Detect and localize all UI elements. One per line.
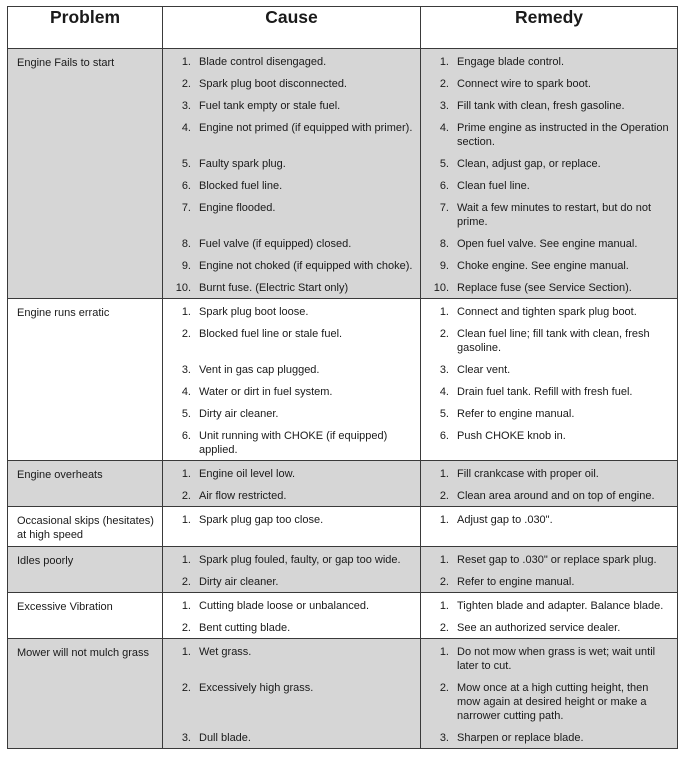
remedy-item <box>427 281 671 295</box>
remedy-text: Wait a few minutes to restart, but do not prime. <box>457 202 652 228</box>
remedy-text: Adjust gap to .030". <box>457 514 553 526</box>
remedy-item <box>427 599 671 613</box>
remedy-text: Replace fuse (see Service Section). <box>457 282 632 294</box>
remedy-text: Drain fuel tank. Refill with fresh fuel. <box>457 386 633 398</box>
cause-item <box>169 179 414 193</box>
item-number: 2. <box>439 576 449 588</box>
item-number: 1. <box>181 514 191 526</box>
cause-item <box>169 327 414 355</box>
item-number: 3. <box>181 100 191 112</box>
item-number: 3. <box>181 732 191 744</box>
cause-text: Bent cutting blade. <box>199 622 291 634</box>
remedy-item <box>427 553 671 567</box>
item-number: 1. <box>181 646 191 658</box>
remedy-item <box>427 237 671 251</box>
remedy-text: Clean area around and on top of engine. <box>457 490 655 502</box>
remedy-item <box>427 489 671 503</box>
remedy-item <box>427 327 671 355</box>
remedy-text: Prime engine as instructed in the Operation section. <box>457 122 669 148</box>
item-number: 7. <box>181 202 191 214</box>
item-number: 1. <box>181 468 191 480</box>
remedy-item <box>427 681 671 723</box>
remedy-text: Open fuel valve. See engine manual. <box>457 238 638 250</box>
cause-item <box>169 55 414 69</box>
remedy-item <box>427 385 671 399</box>
remedy-text: Mow once at a high cutting height, then mow again at desired height or make a narrower cutting path. <box>457 682 649 722</box>
item-number: 2. <box>439 328 449 340</box>
cause-item <box>169 99 414 113</box>
item-number: 1. <box>439 554 449 566</box>
cause-item <box>169 553 414 567</box>
item-number: 4. <box>439 122 449 134</box>
cause-text: Air flow restricted. <box>199 490 287 502</box>
table-row <box>8 593 678 639</box>
remedy-item <box>427 55 671 69</box>
remedy-item <box>427 467 671 481</box>
cause-text: Burnt fuse. (Electric Start only) <box>199 282 349 294</box>
problem-cell: Occasional skips (hesitates) at high speed <box>8 507 163 547</box>
troubleshooting-table <box>7 6 678 749</box>
item-number: 6. <box>181 180 191 192</box>
cause-text: Dirty air cleaner. <box>199 576 279 588</box>
remedy-item <box>427 201 671 229</box>
remedy-text: Push CHOKE knob in. <box>457 430 566 442</box>
item-number: 2. <box>439 682 449 694</box>
cause-text: Fuel valve (if equipped) closed. <box>199 238 352 250</box>
cause-cell <box>163 49 421 299</box>
remedy-item <box>427 575 671 589</box>
item-number: 3. <box>439 732 449 744</box>
table-row <box>8 547 678 593</box>
item-number: 1. <box>181 600 191 612</box>
cause-item <box>169 407 414 421</box>
item-number: 8. <box>181 238 191 250</box>
item-number: 1. <box>181 56 191 68</box>
cause-text: Engine not choked (if equipped with choke). <box>199 260 413 272</box>
cause-text: Spark plug fouled, faulty, or gap too wide. <box>199 554 401 566</box>
item-number: 6. <box>181 430 191 442</box>
remedy-text: Clean, adjust gap, or replace. <box>457 158 601 170</box>
cause-item <box>169 281 414 295</box>
item-number: 1. <box>181 306 191 318</box>
remedy-text: See an authorized service dealer. <box>457 622 621 634</box>
remedy-cell <box>421 639 678 749</box>
cause-item <box>169 305 414 319</box>
remedy-item <box>427 77 671 91</box>
cause-item <box>169 681 414 723</box>
remedy-cell <box>421 299 678 461</box>
item-number: 8. <box>439 238 449 250</box>
item-number: 10. <box>433 282 449 294</box>
remedy-text: Connect wire to spark boot. <box>457 78 591 90</box>
remedy-item <box>427 513 671 527</box>
remedy-item <box>427 157 671 171</box>
remedy-item <box>427 259 671 273</box>
cause-cell <box>163 299 421 461</box>
remedy-text: Clean fuel line; fill tank with clean, fresh gasoline. <box>457 328 650 354</box>
problem-cell: Mower will not mulch grass <box>8 639 163 749</box>
cause-item <box>169 121 414 149</box>
item-number: 9. <box>439 260 449 272</box>
cause-text: Dull blade. <box>199 732 251 744</box>
item-number: 2. <box>181 490 191 502</box>
item-number: 2. <box>181 328 191 340</box>
item-number: 3. <box>181 364 191 376</box>
item-number: 2. <box>439 78 449 90</box>
item-number: 4. <box>181 122 191 134</box>
table-row <box>8 461 678 507</box>
remedy-text: Sharpen or replace blade. <box>457 732 584 744</box>
cause-text: Engine oil level low. <box>199 468 296 480</box>
table-row <box>8 639 678 749</box>
cause-text: Spark plug boot loose. <box>199 306 309 318</box>
cause-text: Fuel tank empty or stale fuel. <box>199 100 341 112</box>
remedy-item <box>427 429 671 457</box>
remedy-text: Refer to engine manual. <box>457 408 575 420</box>
cause-text: Excessively high grass. <box>199 682 314 694</box>
cause-item <box>169 513 414 527</box>
item-number: 2. <box>181 78 191 90</box>
item-number: 4. <box>439 386 449 398</box>
item-number: 2. <box>181 622 191 634</box>
item-number: 1. <box>439 514 449 526</box>
item-number: 1. <box>439 306 449 318</box>
cause-text: Engine not primed (if equipped with primer). <box>199 122 413 134</box>
item-number: 5. <box>181 408 191 420</box>
item-number: 2. <box>439 622 449 634</box>
problem-cell: Engine Fails to start <box>8 49 163 299</box>
table-row <box>8 49 678 299</box>
remedy-text: Do not mow when grass is wet; wait until later to cut. <box>457 646 656 672</box>
cause-text: Blocked fuel line. <box>199 180 283 192</box>
problem-cell: Engine overheats <box>8 461 163 507</box>
remedy-item <box>427 621 671 635</box>
item-number: 6. <box>439 430 449 442</box>
item-number: 5. <box>439 158 449 170</box>
item-number: 6. <box>439 180 449 192</box>
cause-item <box>169 645 414 673</box>
remedy-item <box>427 179 671 193</box>
cause-item <box>169 467 414 481</box>
remedy-text: Refer to engine manual. <box>457 576 575 588</box>
remedy-item <box>427 645 671 673</box>
cause-text: Blade control disengaged. <box>199 56 327 68</box>
cause-item <box>169 599 414 613</box>
cause-item <box>169 363 414 377</box>
remedy-text: Fill crankcase with proper oil. <box>457 468 599 480</box>
problem-cell: Idles poorly <box>8 547 163 593</box>
cause-item <box>169 237 414 251</box>
item-number: 2. <box>181 682 191 694</box>
cause-item <box>169 489 414 503</box>
cause-item <box>169 429 414 457</box>
item-number: 2. <box>181 576 191 588</box>
cause-text: Wet grass. <box>199 646 252 658</box>
remedy-text: Choke engine. See engine manual. <box>457 260 629 272</box>
cause-text: Faulty spark plug. <box>199 158 286 170</box>
remedy-item <box>427 121 671 149</box>
remedy-item <box>427 407 671 421</box>
header-row <box>8 7 678 49</box>
remedy-text: Connect and tighten spark plug boot. <box>457 306 637 318</box>
cause-item <box>169 621 414 635</box>
remedy-item <box>427 99 671 113</box>
cause-header: Cause <box>163 7 421 49</box>
item-number: 3. <box>439 100 449 112</box>
cause-item <box>169 385 414 399</box>
cause-cell <box>163 507 421 547</box>
cause-text: Water or dirt in fuel system. <box>199 386 333 398</box>
item-number: 1. <box>181 554 191 566</box>
cause-text: Spark plug boot disconnected. <box>199 78 347 90</box>
cause-cell <box>163 593 421 639</box>
remedy-cell <box>421 461 678 507</box>
remedy-item <box>427 363 671 377</box>
remedy-text: Clean fuel line. <box>457 180 530 192</box>
remedy-text: Reset gap to .030" or replace spark plug. <box>457 554 657 566</box>
item-number: 1. <box>439 600 449 612</box>
remedy-header: Remedy <box>421 7 678 49</box>
cause-item <box>169 259 414 273</box>
cause-text: Dirty air cleaner. <box>199 408 279 420</box>
item-number: 1. <box>439 468 449 480</box>
item-number: 7. <box>439 202 449 214</box>
item-number: 5. <box>181 158 191 170</box>
cause-cell <box>163 639 421 749</box>
cause-cell <box>163 461 421 507</box>
cause-item <box>169 201 414 229</box>
cause-text: Spark plug gap too close. <box>199 514 324 526</box>
remedy-item <box>427 731 671 745</box>
item-number: 5. <box>439 408 449 420</box>
remedy-text: Fill tank with clean, fresh gasoline. <box>457 100 625 112</box>
table-row <box>8 507 678 547</box>
problem-cell: Engine runs erratic <box>8 299 163 461</box>
cause-item <box>169 731 414 745</box>
cause-cell <box>163 547 421 593</box>
remedy-text: Clear vent. <box>457 364 511 376</box>
table-row <box>8 299 678 461</box>
item-number: 1. <box>439 646 449 658</box>
remedy-text: Engage blade control. <box>457 56 565 68</box>
cause-text: Cutting blade loose or unbalanced. <box>199 600 370 612</box>
cause-item <box>169 157 414 171</box>
problem-header: Problem <box>8 7 163 49</box>
cause-item <box>169 575 414 589</box>
cause-text: Vent in gas cap plugged. <box>199 364 320 376</box>
item-number: 9. <box>181 260 191 272</box>
cause-item <box>169 77 414 91</box>
cause-text: Blocked fuel line or stale fuel. <box>199 328 343 340</box>
remedy-cell <box>421 49 678 299</box>
remedy-cell <box>421 593 678 639</box>
remedy-cell <box>421 547 678 593</box>
item-number: 10. <box>175 282 191 294</box>
remedy-item <box>427 305 671 319</box>
item-number: 3. <box>439 364 449 376</box>
remedy-text: Tighten blade and adapter. Balance blade. <box>457 600 664 612</box>
cause-text: Unit running with CHOKE (if equipped) applied. <box>199 430 388 456</box>
item-number: 2. <box>439 490 449 502</box>
problem-cell: Excessive Vibration <box>8 593 163 639</box>
cause-text: Engine flooded. <box>199 202 276 214</box>
item-number: 4. <box>181 386 191 398</box>
remedy-cell <box>421 507 678 547</box>
item-number: 1. <box>439 56 449 68</box>
